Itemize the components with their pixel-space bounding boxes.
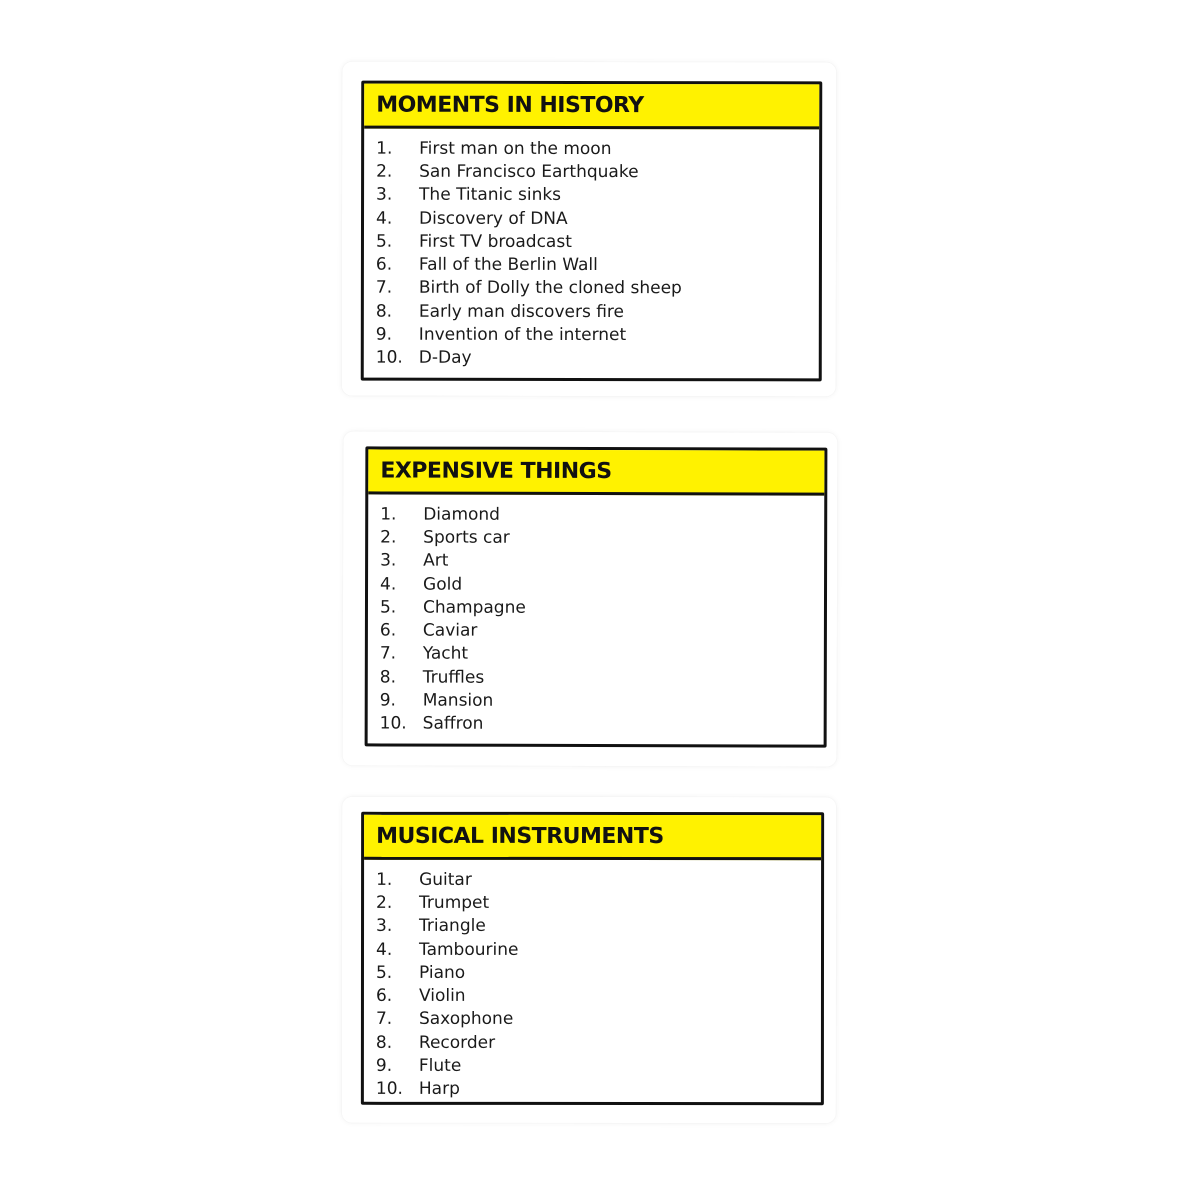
item-text: First TV broadcast — [418, 231, 572, 252]
card-header — [364, 815, 821, 860]
item-number: 7. — [379, 643, 397, 664]
item-text: The Titanic sinks — [419, 184, 562, 206]
item-number: 1. — [376, 869, 393, 890]
item-number: 10. — [375, 1079, 403, 1100]
list-item — [376, 1008, 821, 1032]
item-number: 10. — [379, 713, 407, 734]
item-text: Yacht — [422, 643, 469, 665]
card-header — [364, 84, 819, 130]
item-text: Triangle — [419, 916, 486, 937]
list-item — [380, 596, 824, 620]
list-item — [376, 1031, 821, 1055]
list-item — [376, 253, 819, 277]
list-item — [376, 160, 819, 184]
item-text: Mansion — [422, 690, 494, 711]
item-number: 3. — [376, 184, 393, 205]
item-text: Invention of the internet — [418, 324, 627, 346]
list-item — [380, 502, 824, 526]
list-item — [376, 346, 819, 370]
item-text: Fall of the Berlin Wall — [418, 254, 598, 276]
list-item — [376, 914, 821, 938]
item-text: Harp — [418, 1079, 460, 1100]
item-list — [368, 494, 825, 736]
category-card-musical-instruments — [342, 797, 836, 1123]
item-text: Guitar — [419, 869, 472, 890]
item-number: 8. — [375, 301, 393, 322]
card-title: EXPENSIVE THINGS — [380, 457, 612, 484]
list-item — [376, 961, 821, 985]
list-item — [380, 642, 824, 666]
card-title: MOMENTS IN HISTORY — [376, 92, 644, 118]
item-text: Sports car — [423, 527, 510, 548]
list-item — [376, 207, 819, 231]
list-item — [380, 666, 824, 690]
item-number: 5. — [375, 231, 393, 252]
card-frame — [365, 446, 828, 747]
item-number: 5. — [375, 962, 393, 983]
list-item — [376, 323, 819, 347]
list-item — [380, 689, 824, 713]
list-item — [376, 230, 819, 254]
item-text: Truffles — [422, 667, 485, 688]
card-header — [368, 449, 824, 495]
item-text: Early man discovers fire — [418, 301, 625, 322]
list-item — [376, 1077, 821, 1101]
list-item — [376, 891, 821, 915]
item-text: D-Day — [418, 348, 472, 369]
item-text: San Francisco Earthquake — [419, 161, 639, 183]
item-number: 6. — [375, 985, 393, 1006]
list-item — [380, 619, 824, 643]
category-card-expensive-things — [343, 431, 838, 766]
item-text: Art — [423, 550, 449, 571]
list-item — [376, 137, 819, 161]
item-number: 3. — [380, 550, 397, 571]
list-item — [376, 276, 819, 300]
item-number: 4. — [376, 939, 393, 960]
item-number: 5. — [379, 597, 397, 618]
list-item — [376, 868, 821, 892]
list-item — [376, 300, 819, 324]
item-text: Diamond — [423, 504, 501, 525]
item-text: Discovery of DNA — [419, 208, 568, 229]
item-number: 2. — [376, 161, 393, 182]
list-item — [376, 1054, 821, 1078]
item-text: Gold — [423, 574, 463, 595]
item-number: 8. — [375, 1032, 393, 1053]
item-number: 2. — [376, 892, 393, 913]
item-text: Piano — [418, 962, 466, 983]
item-list — [364, 860, 821, 1101]
item-number: 7. — [375, 278, 393, 299]
item-number: 1. — [380, 504, 397, 525]
item-text: Birth of Dolly the cloned sheep — [418, 278, 682, 299]
item-number: 7. — [375, 1009, 393, 1030]
item-number: 9. — [379, 690, 396, 711]
item-text: Trumpet — [419, 892, 490, 913]
list-item — [376, 984, 821, 1008]
item-text: Caviar — [422, 620, 478, 641]
item-list — [364, 129, 819, 371]
item-number: 9. — [375, 324, 393, 345]
item-number: 3. — [376, 916, 393, 937]
item-number: 4. — [376, 208, 393, 229]
list-item — [380, 572, 824, 596]
item-text: Saffron — [422, 713, 484, 735]
card-frame — [361, 812, 824, 1105]
item-text: Recorder — [418, 1032, 496, 1053]
category-card-moments-in-history — [342, 62, 837, 397]
list-item — [376, 183, 819, 207]
item-number: 9. — [375, 1055, 393, 1076]
item-number: 6. — [379, 620, 397, 641]
item-text: Saxophone — [418, 1009, 514, 1030]
list-item — [380, 712, 824, 736]
item-number: 2. — [380, 527, 397, 548]
item-number: 8. — [379, 667, 397, 688]
item-text: Champagne — [422, 597, 526, 618]
list-item — [376, 938, 821, 962]
item-number: 6. — [375, 254, 393, 275]
item-number: 10. — [375, 347, 403, 368]
item-text: Flute — [418, 1055, 462, 1076]
card-frame — [361, 81, 823, 382]
item-number: 1. — [376, 138, 393, 159]
list-item — [380, 526, 824, 550]
card-title: MUSICAL INSTRUMENTS — [376, 823, 664, 849]
item-number: 4. — [380, 573, 397, 595]
item-text: Tambourine — [419, 939, 519, 960]
list-item — [380, 549, 824, 573]
item-text: First man on the moon — [419, 138, 612, 159]
item-text: Violin — [418, 985, 466, 1007]
